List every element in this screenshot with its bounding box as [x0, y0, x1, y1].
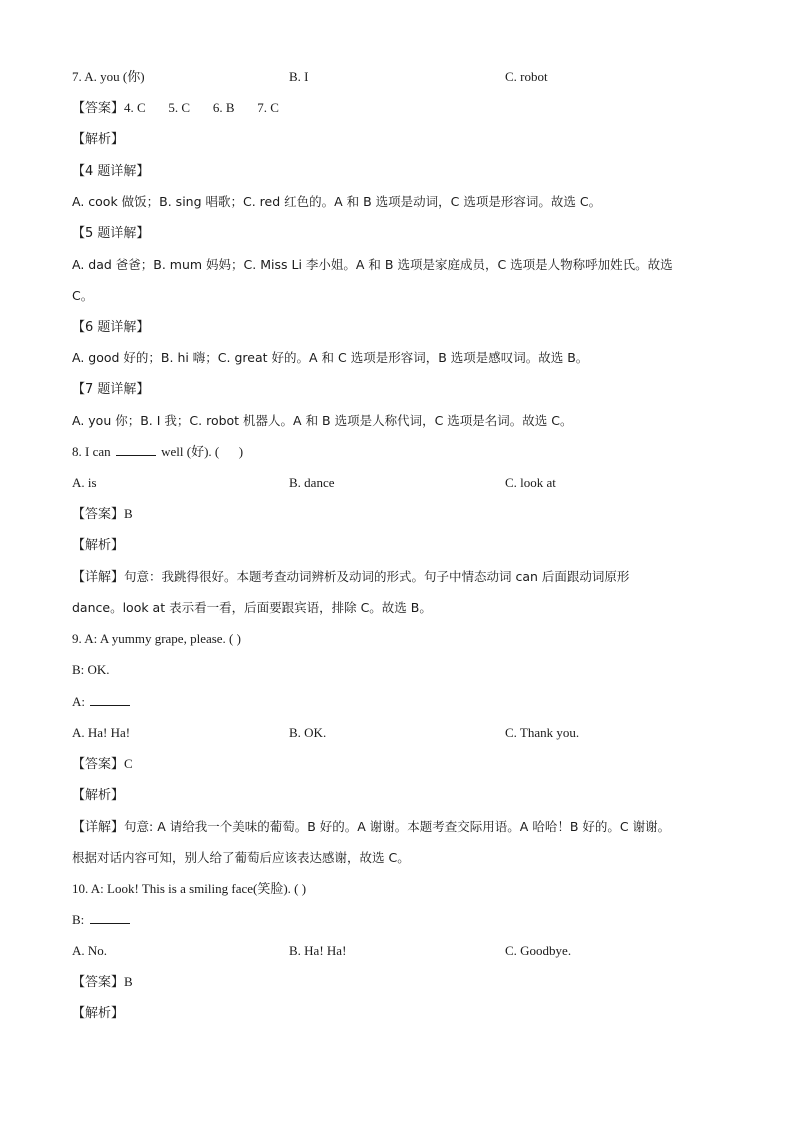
q8-stem: [72, 443, 734, 461]
answer-tag: 【答案】: [72, 101, 125, 116]
answer-blank: [116, 443, 156, 456]
answer-tag: 【答案】: [72, 975, 125, 990]
detail-8-text-cont: dance。look at 表示看一看，后面要跟宾语，排除 C。故选 B。: [72, 600, 432, 615]
option-c: C. Goodbye.: [505, 943, 572, 958]
option-b: B. dance: [289, 475, 335, 490]
detail-7-label: 【7 题详解】: [72, 382, 150, 397]
detail-label: 【详解】: [72, 570, 125, 585]
analysis-tag: [72, 786, 734, 805]
detail-9-text: [72, 818, 734, 837]
detail-4-label: 【4 题详解】: [72, 164, 150, 179]
answer-blank: [90, 911, 130, 924]
detail-5-text: A. dad 爸爸；B. mum 妈妈；C. Miss Li 李小姐。A 和 B 选项是家庭成员，C 选项是人物称呼加姓氏。故选: [72, 257, 673, 272]
answer-tag: 【答案】: [72, 507, 125, 522]
analysis-label: 【解析】: [72, 132, 125, 147]
analysis-label: 【解析】: [72, 788, 125, 803]
option-a: A. No.: [72, 943, 108, 958]
detail-5-text-cont: C。: [72, 288, 94, 303]
detail-4-tag: [72, 162, 734, 181]
q8-stem-post: well (好). ( ): [161, 444, 244, 459]
detail-9-text-cont: 根据对话内容可知，别人给了葡萄后应该表达感谢，故选 C。: [72, 850, 410, 865]
option-b: B. I: [289, 69, 309, 84]
detail-8-body: 句意：我跳得很好。本题考查动词辨析及动词的形式。句子中情态动词 can 后面跟动词原形: [124, 569, 630, 584]
analysis-tag: [72, 130, 734, 149]
q9-line-a: [72, 693, 734, 711]
answer-line: [72, 505, 734, 524]
option-b: B. Ha! Ha!: [289, 943, 347, 958]
detail-5-label: 【5 题详解】: [72, 226, 150, 241]
q10-stem: 10. A: Look! This is a smiling face(笑脸). ( ): [72, 881, 307, 896]
detail-6-tag: [72, 318, 734, 337]
detail-8-text: [72, 568, 734, 587]
answer-blank: [90, 693, 130, 706]
answer-line: [72, 99, 734, 118]
answer-text: C: [124, 756, 133, 771]
option-c: C. Thank you.: [505, 725, 580, 740]
detail-7-text: A. you 你；B. I 我；C. robot 机器人。A 和 B 选项是人称代词，C 选项是名词。故选 C。: [72, 413, 573, 428]
answer-text: 4. C 5. C 6. B 7. C: [124, 100, 279, 115]
option-a: A. is: [72, 475, 97, 490]
q10-line-b: [72, 911, 734, 929]
analysis-label: 【解析】: [72, 538, 125, 553]
answer-text: B: [124, 506, 133, 521]
answer-tag: 【答案】: [72, 757, 125, 772]
detail-5-tag: [72, 224, 734, 243]
analysis-tag: [72, 536, 734, 555]
answer-line: [72, 973, 734, 992]
answer-line: [72, 755, 734, 774]
q9-line-b: B: OK.: [72, 662, 110, 677]
option-b: B. OK.: [289, 725, 327, 740]
answer-text: B: [124, 974, 133, 989]
q9-line-a-prefix: A:: [72, 694, 85, 709]
detail-6-label: 【6 题详解】: [72, 320, 150, 335]
analysis-tag: [72, 1004, 734, 1023]
q10-line-b-prefix: B:: [72, 912, 85, 927]
option-a: 7. A. you (你): [72, 69, 145, 84]
option-c: C. robot: [505, 69, 548, 84]
detail-label: 【详解】: [72, 820, 125, 835]
detail-7-tag: [72, 380, 734, 399]
detail-6-text: A. good 好的；B. hi 嗨；C. great 好的。A 和 C 选项是形容词，B 选项是感叹词。故选 B。: [72, 350, 589, 365]
analysis-label: 【解析】: [72, 1006, 125, 1021]
option-c: C. look at: [505, 475, 556, 490]
q9-stem: 9. A: A yummy grape, please. ( ): [72, 631, 241, 646]
detail-4-text: A. cook 做饭；B. sing 唱歌；C. red 红色的。A 和 B 选项是动词，C 选项是形容词。故选 C。: [72, 194, 602, 209]
q8-stem-pre: 8. I can: [72, 444, 111, 459]
option-a: A. Ha! Ha!: [72, 725, 131, 740]
detail-9-body: 句意: A 请给我一个美味的葡萄。B 好的。A 谢谢。本题考查交际用语。A 哈哈！B 好的。C 谢谢。: [124, 819, 671, 834]
